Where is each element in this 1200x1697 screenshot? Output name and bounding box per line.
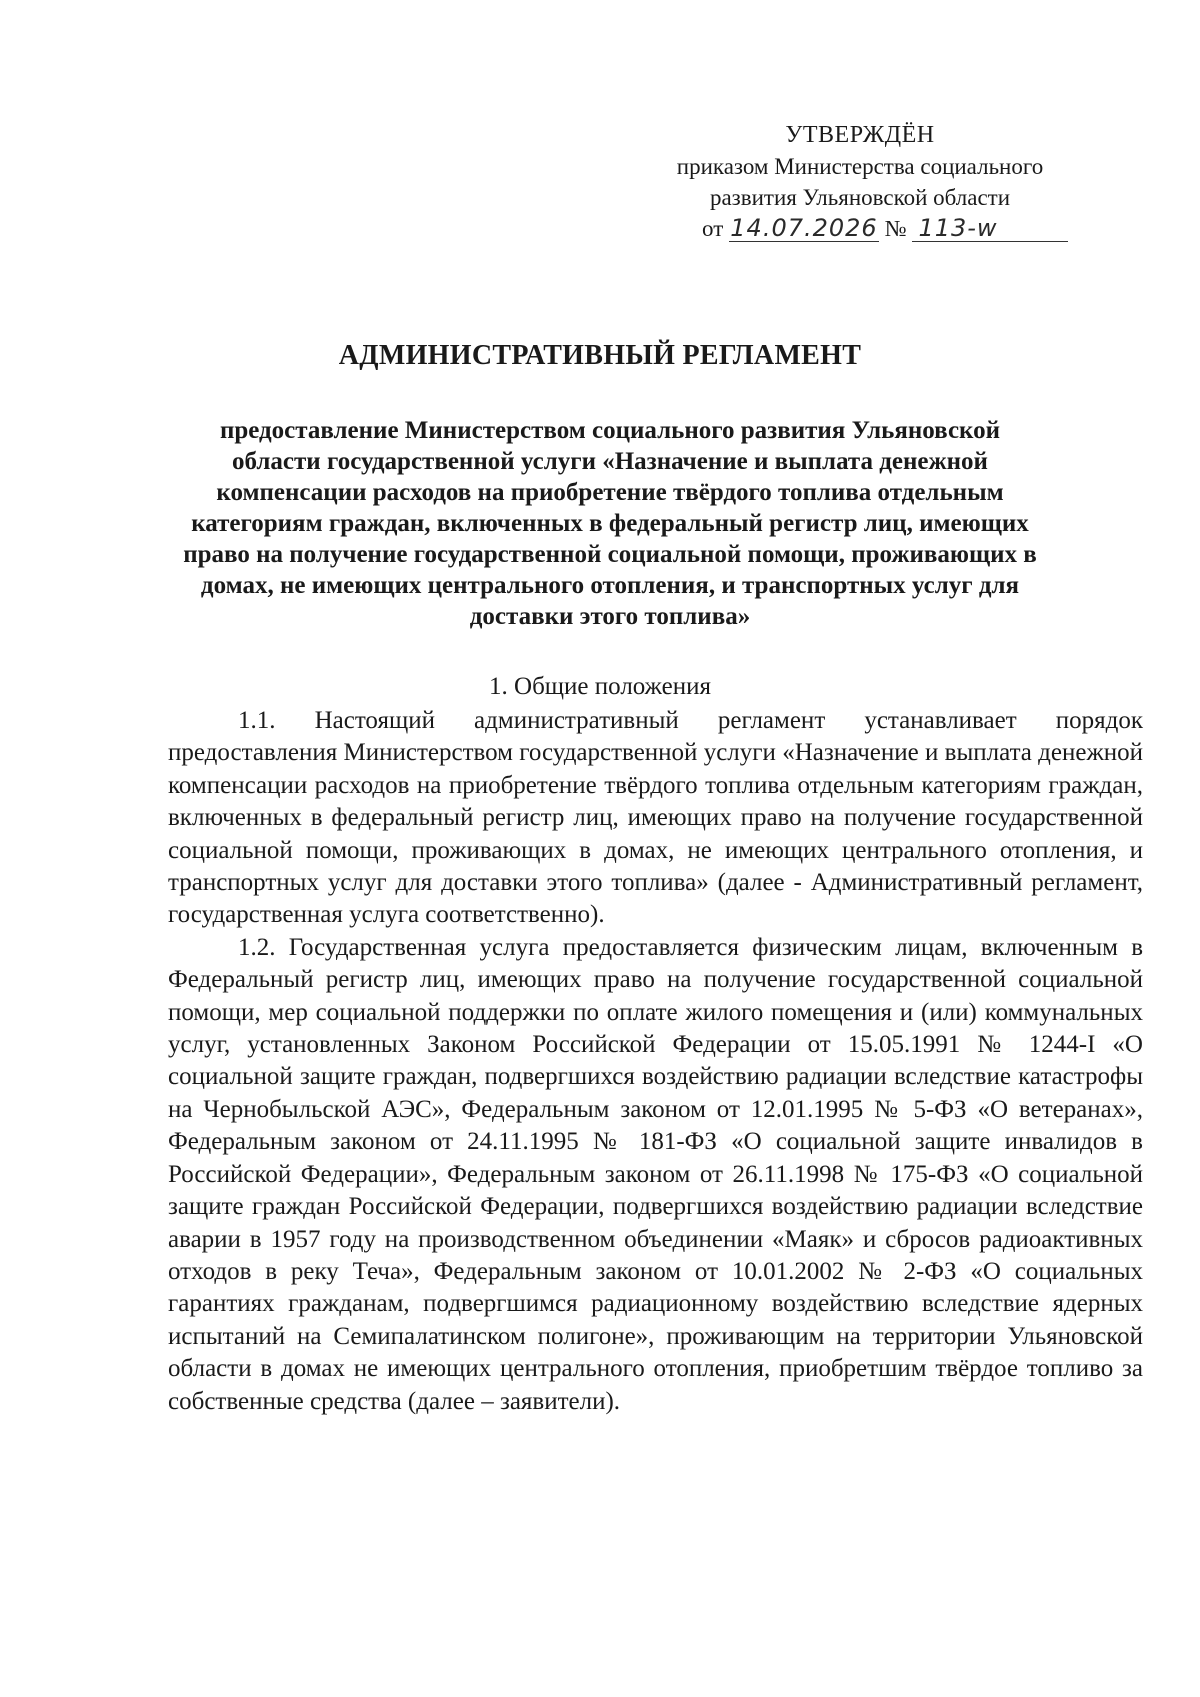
approval-order-reference bbox=[640, 213, 1080, 244]
approval-order-line-2: развития Ульяновской области bbox=[709, 185, 1011, 210]
document-body bbox=[168, 705, 1143, 1418]
approval-block bbox=[640, 120, 1080, 244]
approval-title: УТВЕРЖДЁН bbox=[785, 122, 935, 148]
paragraph-1-2: 1.2. Государственная услуга предоставляется физическим лицам, включенным в Федеральный регистр лиц, имеющих право на получение государственной социальной помощи, мер социальной поддержки по оплате жилого помещения и (или) коммунальных услуг, установленных Законом Российской Федерации от 15.05.1991 № 1244-I «О социальной защите граждан, подвергшихся воздействию радиации вследствие катастрофы на Чернобыльской АЭС», Федеральным законом от 12.01.1995 № 5-ФЗ «О ветеранах», Федеральным законом от 24.11.1995 № 181-ФЗ «О социальной защите инвалидов в Российской Федерации», Федеральным законом от 26.11.1998 № 175-ФЗ «О социальной защите граждан Российской Федерации, подвергшихся воздействию радиации вследствие аварии в 1957 году на производственном объединении «Маяк» и сбросов радиоактивных отходов в реку Теча», Федеральным законом от 10.01.2002 № 2-ФЗ «О социальных гарантиях гражданам, подвергшимся радиационному воздействию вследствие ядерных испытаний на Семипалатинском полигоне», проживающим на территории Ульяновской области в домах не имеющих центрального отопления, приобретшим твёрдое топливо за собственные средства (далее – заявители). bbox=[168, 933, 1143, 1415]
approval-order-line-1: приказом Министерства социального bbox=[676, 154, 1044, 179]
paragraph-1-1: 1.1. Настоящий административный регламент устанавливает порядок предоставления Министерством государственной услуги «Назначение и выплата денежной компенсации расходов на приобретение твёрдого топлива отдельным категориям граждан, включенных в федеральный регистр лиц, имеющих право на получение государственной социальной помощи, проживающих в домах, не имеющих центрального отопления, и транспортных услуг для доставки этого топлива» (далее - Административный регламент, государственная услуга соответственно). bbox=[168, 707, 1143, 929]
document-subtitle: предоставление Министерством социального развития Ульяновской области государственной услуги «Назначение и выплата денежной компенсации расходов на приобретение твёрдого топлива отдельным категориям граждан, включенных в федеральный регистр лиц, имеющих право на получение государственной социальной помощи, проживающих в домах, не имеющих центрального отопления, и транспортных услуг для доставки этого топлива» bbox=[183, 417, 1037, 630]
handwritten-order-number: 113-w bbox=[912, 215, 1068, 242]
document-title: АДМИНИСТРАТИВНЫЙ РЕГЛАМЕНТ bbox=[338, 340, 862, 371]
handwritten-date: 14.07.2026 bbox=[730, 214, 878, 242]
section-heading: 1. Общие положения bbox=[489, 673, 711, 700]
from-label: от bbox=[702, 216, 724, 241]
number-label: № bbox=[884, 216, 907, 241]
